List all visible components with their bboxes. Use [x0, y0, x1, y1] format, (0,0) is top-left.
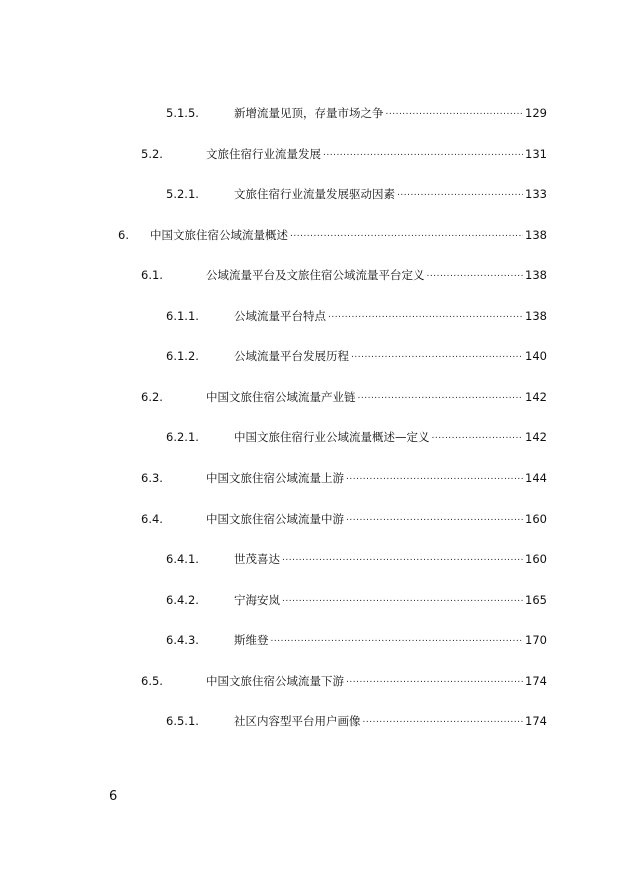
toc-entry-title[interactable]: 中国文旅住宿公域流量概述 [150, 228, 288, 242]
toc-entry-page[interactable]: 160 [525, 552, 547, 566]
toc-dot-leader [432, 426, 524, 446]
toc-entry-title[interactable]: 公域流量平台发展历程 [234, 349, 349, 363]
toc-entry[interactable] [0, 427, 642, 447]
toc-entry-page[interactable]: 138 [525, 228, 547, 242]
toc-entry-title[interactable]: 公域流量平台特点 [234, 309, 326, 323]
toc-entry-number: 6.4.1. [166, 552, 199, 566]
toc-entry-title[interactable]: 中国文旅住宿行业公域流量概述—定义 [234, 430, 430, 444]
toc-entry-number: 5.2. [141, 147, 163, 161]
toc-entry[interactable] [0, 225, 642, 245]
toc-entry[interactable] [0, 630, 642, 650]
toc-dot-leader [346, 508, 523, 528]
page-number: 6 [109, 789, 118, 804]
toc-entry-title[interactable]: 社区内容型平台用户画像 [234, 714, 361, 728]
toc-entry-title[interactable]: 文旅住宿行业流量发展 [206, 147, 321, 161]
toc-entry-page[interactable]: 131 [525, 147, 547, 161]
toc-entry-number: 6.5.1. [166, 714, 199, 728]
toc-dot-leader [427, 264, 524, 284]
toc-dot-leader [290, 224, 523, 244]
toc-entry[interactable] [0, 509, 642, 529]
toc-entry-title[interactable]: 新增流量见顶，存量市场之争 [234, 106, 384, 120]
toc-entry-title[interactable]: 中国文旅住宿公域流量产业链 [206, 390, 356, 404]
toc-entry[interactable] [0, 590, 642, 610]
toc-entry-page[interactable]: 133 [525, 187, 547, 201]
toc-entry-number: 5.1.5. [166, 106, 199, 120]
toc-entry-page[interactable]: 142 [525, 390, 547, 404]
toc-entry-number: 6.4.2. [166, 593, 199, 607]
toc-entry-number: 6.2.1. [166, 430, 199, 444]
toc-entry-page[interactable]: 174 [525, 714, 547, 728]
toc-entry-number: 6.1.1. [166, 309, 199, 323]
toc-entry-title[interactable]: 中国文旅住宿公域流量中游 [206, 512, 344, 526]
toc-entry-number: 6.4. [141, 512, 163, 526]
toc-entry-number: 6.4.3. [166, 633, 199, 647]
toc-entry-number: 6.2. [141, 390, 163, 404]
toc-entry-page[interactable]: 142 [525, 430, 547, 444]
toc-dot-leader [346, 670, 523, 690]
toc-entry[interactable] [0, 346, 642, 366]
toc-entry-title[interactable]: 文旅住宿行业流量发展驱动因素 [234, 187, 395, 201]
toc-entry-number: 6.1. [141, 268, 163, 282]
toc-entry-page[interactable]: 138 [525, 268, 547, 282]
toc-entry-number: 6.1.2. [166, 349, 199, 363]
toc-dot-leader [323, 143, 523, 163]
toc-entry-title[interactable]: 世茂喜达 [234, 552, 280, 566]
toc-entry-page[interactable]: 165 [525, 593, 547, 607]
toc-entry-number: 6.3. [141, 471, 163, 485]
toc-entry[interactable] [0, 711, 642, 731]
toc-entry-title[interactable]: 公域流量平台及文旅住宿公域流量平台定义 [206, 268, 425, 282]
toc-entry-page[interactable]: 140 [525, 349, 547, 363]
toc-entry-title[interactable]: 中国文旅住宿公域流量上游 [206, 471, 344, 485]
toc-dot-leader [328, 305, 523, 325]
toc-entry[interactable] [0, 144, 642, 164]
toc-dot-leader [397, 183, 523, 203]
toc-entry[interactable] [0, 265, 642, 285]
toc-dot-leader [346, 467, 523, 487]
toc-dot-leader [386, 102, 524, 122]
toc-dot-leader [282, 548, 523, 568]
toc-entry-page[interactable]: 174 [525, 674, 547, 688]
toc-entry-title[interactable]: 斯维登 [234, 633, 269, 647]
toc-dot-leader [282, 589, 523, 609]
toc-dot-leader [271, 629, 524, 649]
toc-entry[interactable] [0, 549, 642, 569]
toc-dot-leader [363, 710, 524, 730]
toc-entry-page[interactable]: 144 [525, 471, 547, 485]
toc-entry[interactable] [0, 671, 642, 691]
toc-entry-number: 5.2.1. [166, 187, 199, 201]
toc-entry-number: 6.5. [141, 674, 163, 688]
toc-entry-title[interactable]: 中国文旅住宿公域流量下游 [206, 674, 344, 688]
toc-entry-page[interactable]: 160 [525, 512, 547, 526]
toc-entry[interactable] [0, 468, 642, 488]
toc-entry[interactable] [0, 387, 642, 407]
toc-entry-title[interactable]: 宁海安岚 [234, 593, 280, 607]
toc-entry[interactable] [0, 103, 642, 123]
toc-entry-page[interactable]: 170 [525, 633, 547, 647]
toc-dot-leader [358, 386, 524, 406]
toc-entry-page[interactable]: 138 [525, 309, 547, 323]
toc-entry-number: 6. [118, 228, 129, 242]
toc-entry[interactable] [0, 184, 642, 204]
toc-entry[interactable] [0, 306, 642, 326]
toc-entry-page[interactable]: 129 [525, 106, 547, 120]
toc-dot-leader [351, 345, 523, 365]
